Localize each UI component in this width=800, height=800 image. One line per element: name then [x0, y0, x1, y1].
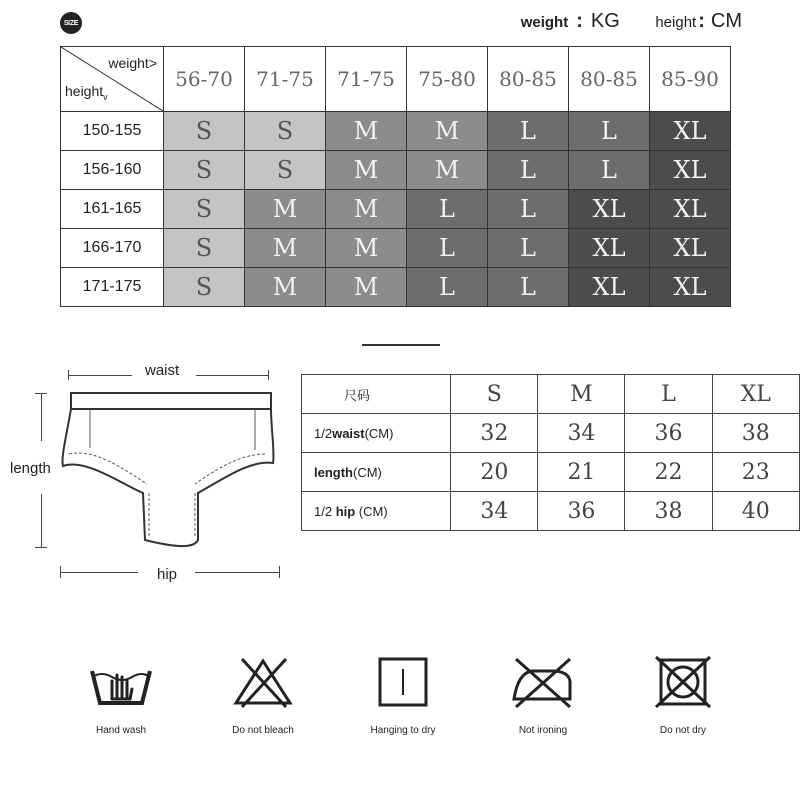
size-cell: S [164, 151, 245, 190]
height-range-label: 150-155 [61, 112, 164, 151]
measurement-row [302, 492, 800, 531]
hanging-to-dry-icon [368, 655, 438, 709]
size-cell: M [326, 268, 407, 307]
size-chart-row [61, 229, 731, 268]
size-column-header: XL [712, 375, 799, 414]
size-cell: L [569, 112, 650, 151]
size-cell: XL [569, 268, 650, 307]
size-cell: L [407, 190, 488, 229]
size-cell: L [488, 229, 569, 268]
size-column-header: L [625, 375, 712, 414]
measurement-value: 34 [538, 414, 625, 453]
measurement-header-row [302, 375, 800, 414]
size-cell: L [407, 268, 488, 307]
weight-range-header: 71-75 [326, 47, 407, 112]
care-item [638, 655, 728, 736]
measurement-value: 38 [625, 492, 712, 531]
measurement-row [302, 453, 800, 492]
size-badge: SIZE [60, 12, 82, 34]
length-dimension-tick [35, 547, 47, 548]
measurement-value: 22 [625, 453, 712, 492]
do-not-dry-icon [648, 655, 718, 709]
length-dimension-line [41, 393, 42, 441]
height-range-label: 156-160 [61, 151, 164, 190]
size-cell: S [164, 229, 245, 268]
waist-label: waist [145, 362, 180, 379]
measurement-value: 36 [625, 414, 712, 453]
hip-label: hip [157, 566, 178, 583]
units-legend: weight : KG height : CM [520, 10, 742, 32]
hip-dimension-line [195, 572, 279, 573]
size-cell: M [407, 151, 488, 190]
divider [362, 344, 440, 346]
size-column-header: S [451, 375, 538, 414]
size-cell: M [245, 229, 326, 268]
measurement-label: length(CM) [302, 453, 451, 492]
corner-height-label: height$_v$ [65, 83, 108, 102]
size-cell: L [407, 229, 488, 268]
size-cell: S [164, 190, 245, 229]
care-item [76, 655, 166, 736]
hip-dimension-line [60, 572, 138, 573]
not-ironing-icon [508, 655, 578, 709]
measurement-label: 1/2 hip (CM) [302, 492, 451, 531]
size-chart-header-row [61, 47, 731, 112]
measurement-value: 23 [712, 453, 799, 492]
measurement-value: 38 [712, 414, 799, 453]
length-dimension-line [41, 494, 42, 547]
underwear-illustration [55, 388, 285, 553]
weight-range-header: 75-80 [407, 47, 488, 112]
size-cell: M [407, 112, 488, 151]
size-cell: S [245, 112, 326, 151]
do-not-bleach-icon [228, 655, 298, 709]
size-chart-corner [61, 47, 164, 112]
measurement-value: 20 [451, 453, 538, 492]
size-cell: S [164, 112, 245, 151]
length-label: length [10, 460, 51, 477]
size-cell: XL [569, 229, 650, 268]
care-label: Do not bleach [232, 725, 294, 736]
height-unit: CM [710, 10, 742, 32]
care-label: Not ironing [518, 725, 568, 736]
measurement-table [301, 374, 800, 531]
size-cell: XL [650, 190, 731, 229]
size-chart-row [61, 268, 731, 307]
size-cell: L [488, 151, 569, 190]
care-item [218, 655, 308, 736]
size-cell: M [326, 229, 407, 268]
size-cell: XL [650, 229, 731, 268]
waist-dimension-line [68, 375, 132, 376]
care-label: Hanging to dry [370, 725, 436, 736]
care-label: Do not dry [659, 725, 707, 736]
height-range-label: 171-175 [61, 268, 164, 307]
size-cell: M [326, 190, 407, 229]
measurement-row [302, 414, 800, 453]
size-cell: S [245, 151, 326, 190]
size-cell: M [245, 268, 326, 307]
size-chart-row [61, 190, 731, 229]
size-header-label: 尺码 [302, 375, 451, 414]
height-range-label: 161-165 [61, 190, 164, 229]
corner-weight-label: weight> [108, 55, 157, 71]
size-cell: S [164, 268, 245, 307]
height-range-label: 166-170 [61, 229, 164, 268]
size-cell: L [488, 112, 569, 151]
size-cell: L [488, 268, 569, 307]
size-cell: L [569, 151, 650, 190]
weight-range-header: 80-85 [569, 47, 650, 112]
care-item [358, 655, 448, 736]
size-cell: M [326, 151, 407, 190]
size-cell: M [245, 190, 326, 229]
size-cell: L [488, 190, 569, 229]
size-cell: XL [650, 151, 731, 190]
care-item [498, 655, 588, 736]
size-chart-row [61, 151, 731, 190]
measurement-value: 21 [538, 453, 625, 492]
size-chart-row [61, 112, 731, 151]
size-column-header: M [538, 375, 625, 414]
waist-dimension-line [196, 375, 268, 376]
measurement-value: 36 [538, 492, 625, 531]
measurement-label: 1/2waist(CM) [302, 414, 451, 453]
weight-range-header: 80-85 [488, 47, 569, 112]
size-cell: XL [650, 268, 731, 307]
waist-dimension-tick [268, 370, 269, 380]
measurement-value: 40 [712, 492, 799, 531]
hand-wash-icon [86, 655, 156, 709]
measurement-value: 32 [451, 414, 538, 453]
size-cell: M [326, 112, 407, 151]
weight-range-header: 71-75 [245, 47, 326, 112]
hip-dimension-tick [279, 566, 280, 578]
size-cell: XL [569, 190, 650, 229]
size-chart [60, 46, 731, 307]
weight-range-header: 85-90 [650, 47, 731, 112]
weight-unit: KG [590, 10, 620, 32]
weight-unit-label: weight [520, 14, 569, 31]
care-label: Hand wash [95, 725, 147, 736]
size-cell: XL [650, 112, 731, 151]
height-unit-label: height [655, 14, 697, 31]
measurement-value: 34 [451, 492, 538, 531]
weight-range-header: 56-70 [164, 47, 245, 112]
